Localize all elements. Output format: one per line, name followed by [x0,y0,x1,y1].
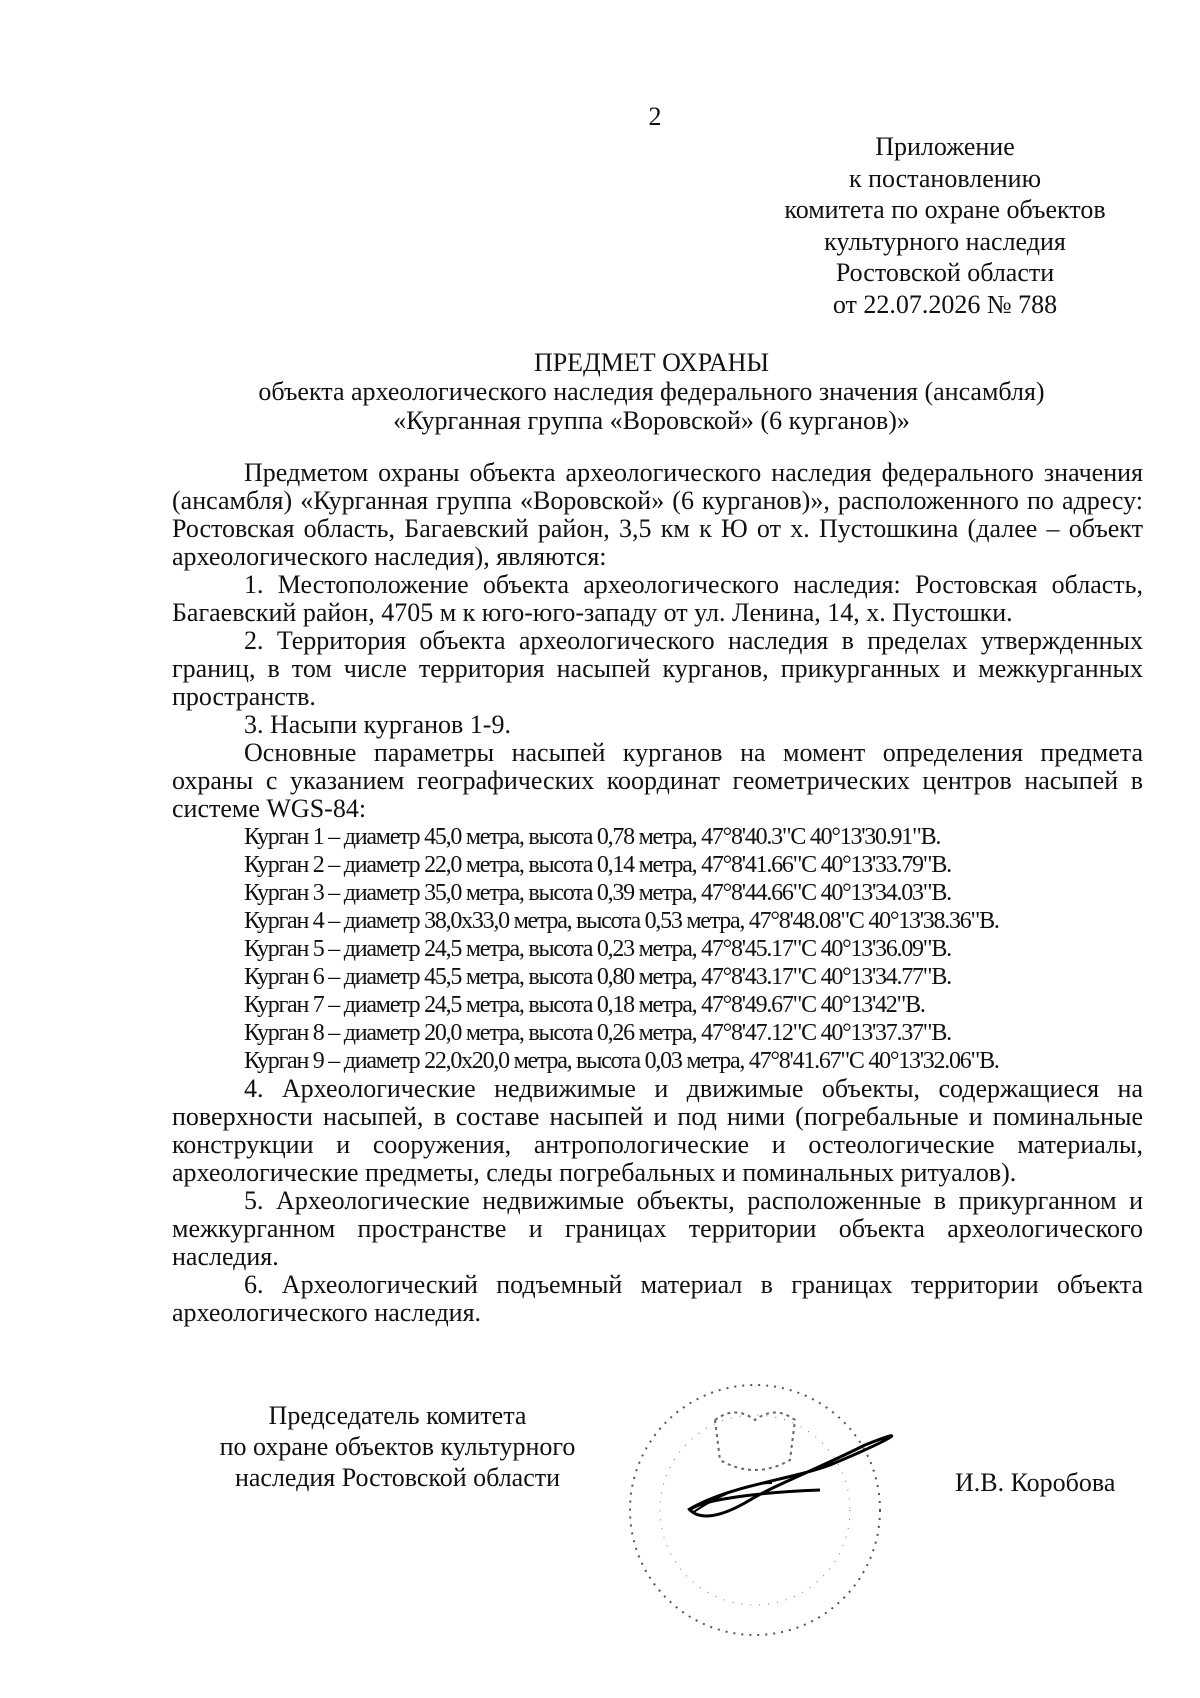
signer-name: И.В. Коробова [955,1468,1116,1497]
document-subtitle: объекта археологического наследия федерального значения (ансамбля) [258,377,1045,406]
document-body [172,459,1143,1327]
signatory-title-line: по охране объектов культурного [219,1432,576,1461]
signatory-title-line: наследия Ростовской области [234,1463,561,1492]
kurgan-item: Курган 6 – диаметр 45,5 метра, высота 0,80 метра, 47°8'43.17"С 40°13'34.77"В. [244,964,951,990]
kurgan-list [172,823,1143,1075]
kurgan-item: Курган 4 – диаметр 38,0x33,0 метра, высота 0,53 метра, 47°8'48.08"С 40°13'38.36"В. [244,908,999,934]
signatory-title [175,1400,620,1493]
appendix-line: культурного наследия [824,226,1066,256]
intro-paragraph: Предметом охраны объекта археологического наследия федерального значения (ансамбля) «Курганная группа «Воровской» (6 курганов)», расположенного по адресу: Ростовская область, Багаевский район, 3,5 км к Ю от х. Пустошкина (далее – объект археологического наследия), являются: [172,458,1143,571]
document-subtitle: «Курганная группа «Воровской» (6 курганов)» [393,406,910,435]
seal-emblem [715,1413,795,1471]
item-5-immovable: 5. Археологические недвижимые объекты, расположенные в прикурганном и межкурганном пространстве и границах территории объекта археологического наследия. [172,1186,1143,1271]
document-title-block [160,348,1143,435]
page-number: 2 [648,102,662,131]
kurgan-item: Курган 1 – диаметр 45,0 метра, высота 0,78 метра, 47°8'40.3"С 40°13'30.91"В. [244,824,941,850]
signatory-title-line: Председатель комитета [268,1401,527,1430]
item-2-territory: 2. Территория объекта археологического наследия в пределах утвержденных границ, в том числе территория насыпей курганов, прикурганных и межкурганных пространств. [172,626,1143,711]
appendix-line: комитета по охране объектов [784,195,1106,224]
seal-and-signature-icon [600,1360,910,1660]
appendix-date-number: от 22.07.2026 № 788 [832,289,1058,319]
kurgan-item: Курган 5 – диаметр 24,5 метра, высота 0,23 метра, 47°8'45.17"С 40°13'36.09"В. [244,936,951,962]
kurgan-item: Курган 9 – диаметр 22,0x20,0 метра, высота 0,03 метра, 47°8'41.67"С 40°13'32.06"В. [244,1048,999,1074]
appendix-line: Ростовской области [835,258,1055,287]
item-6-surface-material: 6. Археологический подъемный материал в границах территории объекта археологического наследия. [172,1270,1143,1327]
item-3-mounds: 3. Насыпи курганов 1-9. [244,710,511,739]
kurgan-item: Курган 7 – диаметр 24,5 метра, высота 0,18 метра, 47°8'49.67"С 40°13'42"В. [244,992,925,1018]
kurgan-item: Курган 3 – диаметр 35,0 метра, высота 0,39 метра, 47°8'44.66"С 40°13'34.03"В. [244,880,951,906]
kurgan-item: Курган 8 – диаметр 20,0 метра, высота 0,26 метра, 47°8'47.12"С 40°13'37.37"В. [244,1020,951,1046]
kurgan-item: Курган 2 – диаметр 22,0 метра, высота 0,14 метра, 47°8'41.66"С 40°13'33.79"В. [244,852,951,878]
document-title: ПРЕДМЕТ ОХРАНЫ [533,348,770,377]
item-4-objects: 4. Археологические недвижимые и движимые объекты, содержащиеся на поверхности насыпей, в составе насыпей и под ними (погребальные и поминальные конструкции и сооружения, антропологические и остеологические материалы, археологические предметы, следы погребальных и поминальных ритуалов). [172,1074,1143,1187]
appendix-line: к постановлению [848,163,1042,193]
mound-parameters-paragraph: Основные параметры насыпей курганов на момент определения предмета охраны с указанием географических координат геометрических центров насыпей в системе WGS-84: [172,738,1143,823]
item-1-location: 1. Местоположение объекта археологического наследия: Ростовская область, Багаевский район, 4705 м к юго-юго-западу от ул. Ленина, 14, х. Пустошки. [172,570,1143,627]
seal-outline [630,1385,880,1635]
appendix-line: Приложение [875,132,1015,161]
appendix-header [745,131,1145,320]
